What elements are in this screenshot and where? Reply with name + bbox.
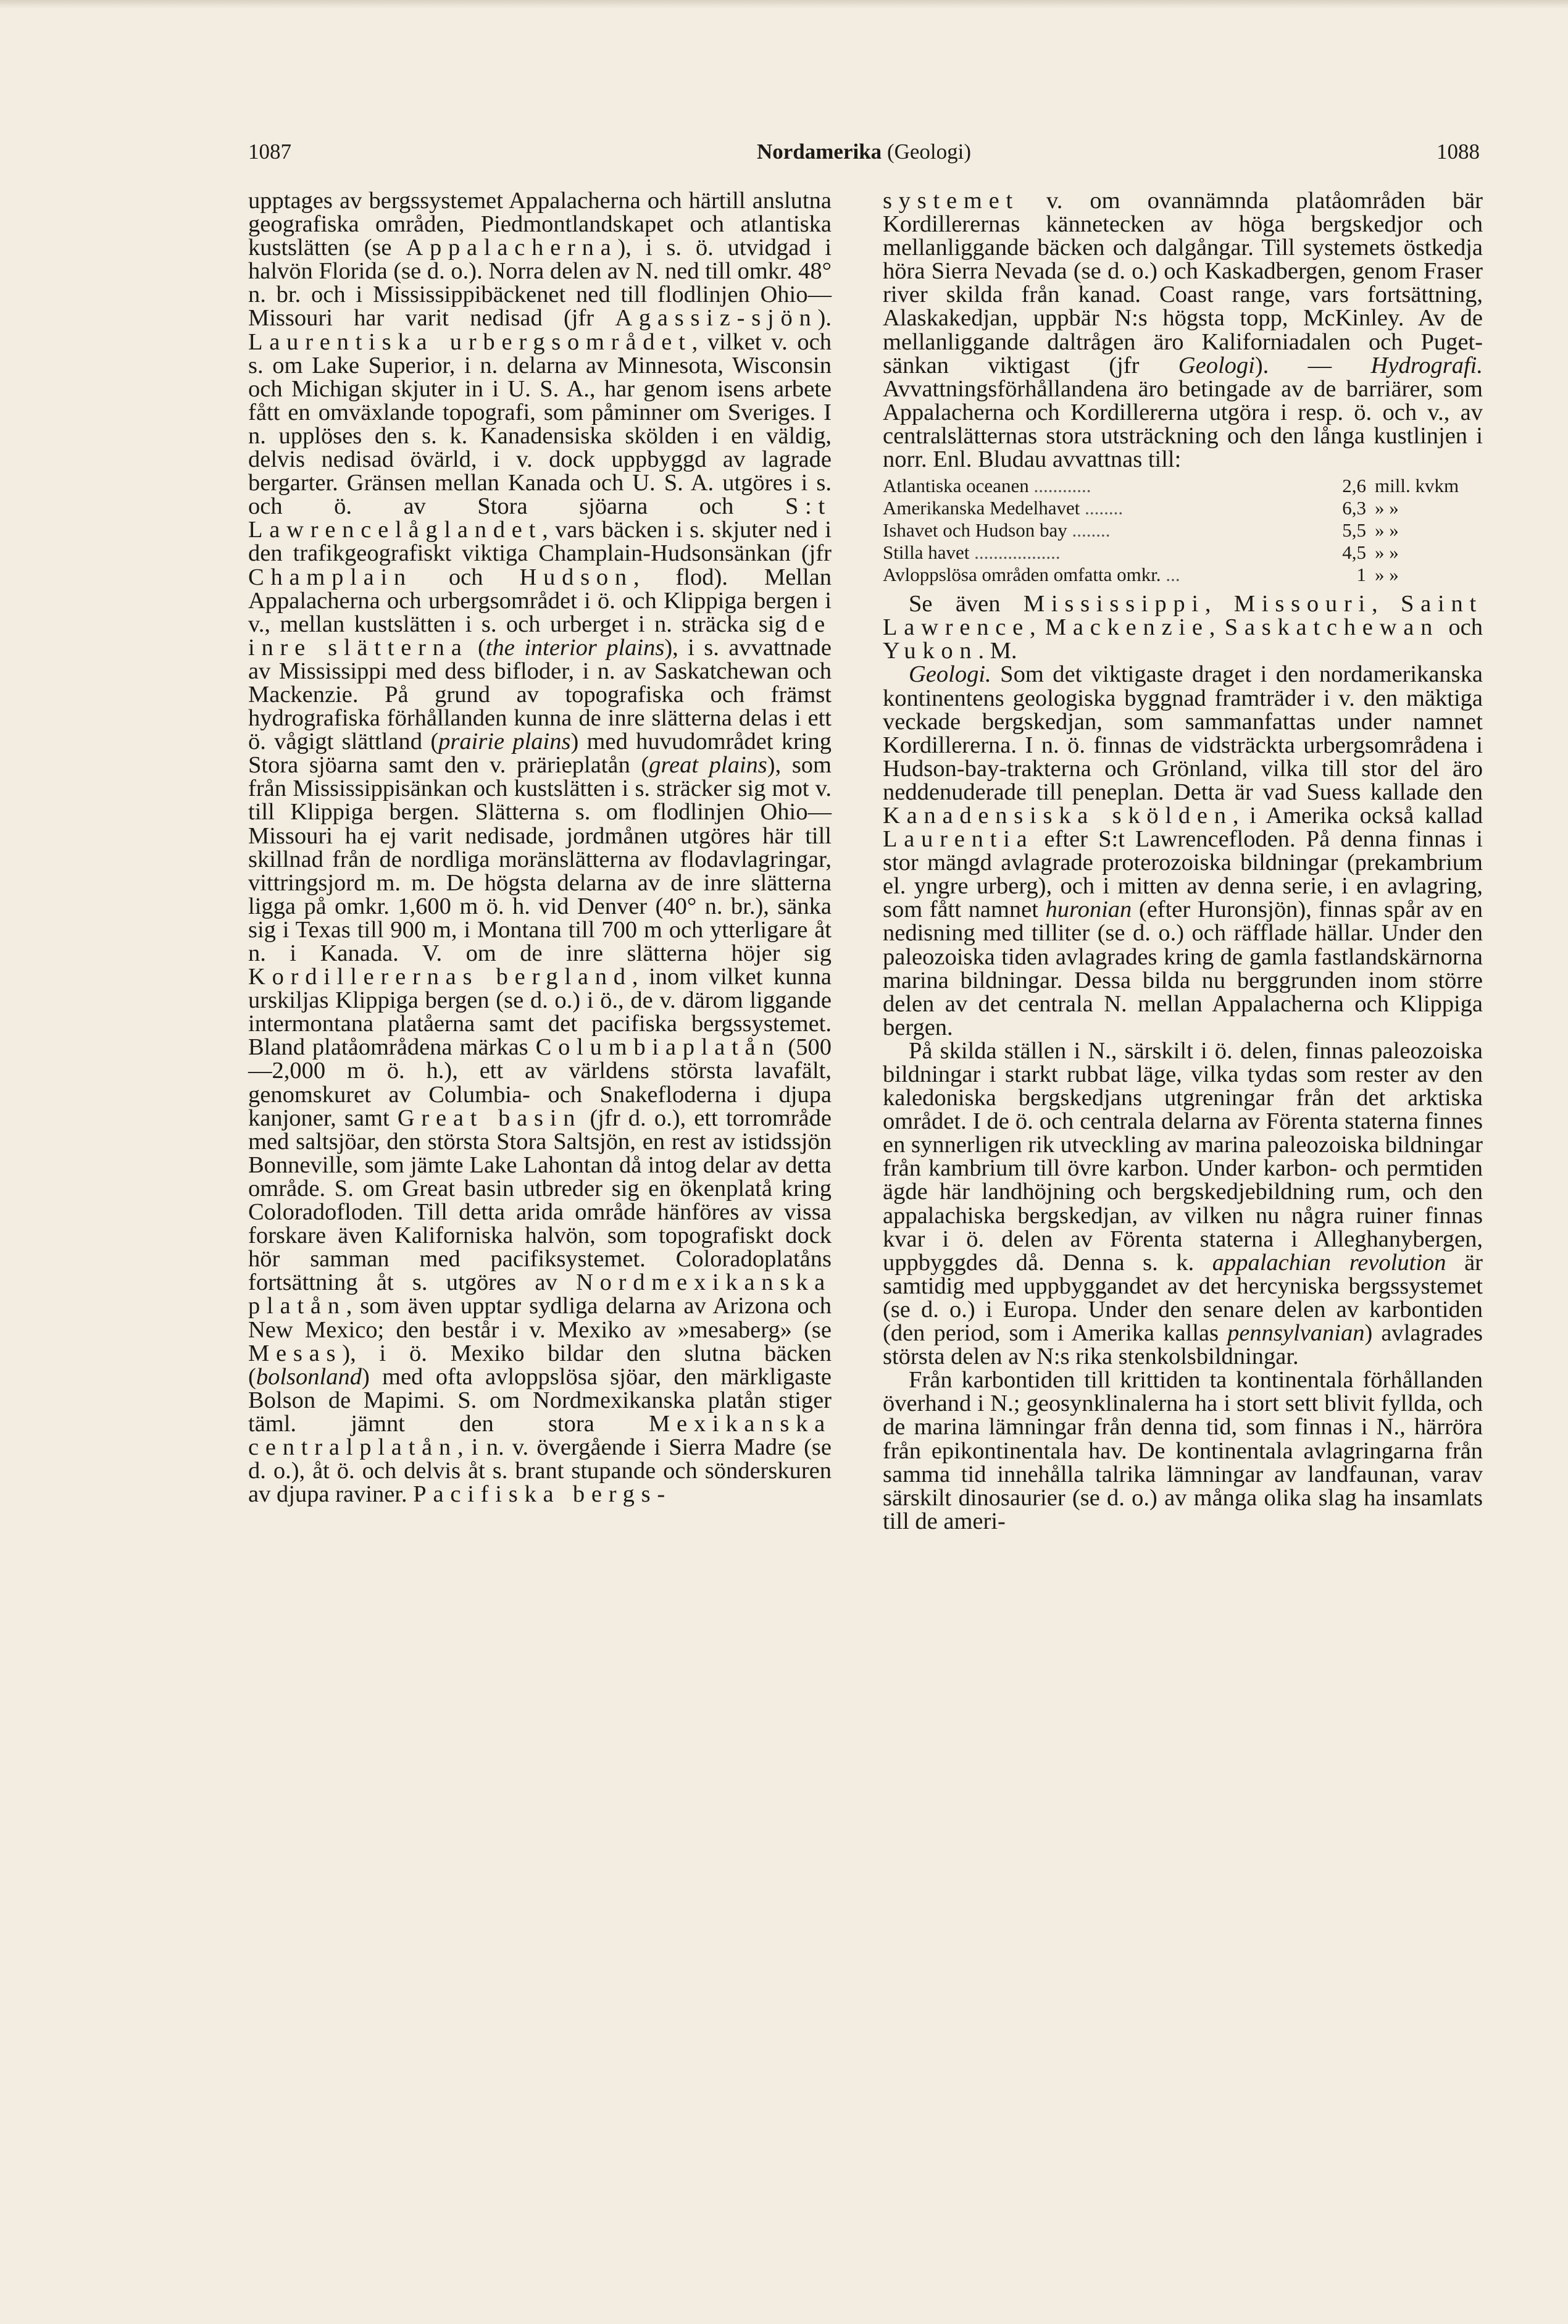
page-number-right: 1088 [1437,140,1480,164]
table-row [883,497,1483,519]
body-paragraph: upptages av bergssystemet Appalacherna och härtill anslutna geografiska områden, Piedmontlandskapet och atlantiska kustslätten (se Appalacherna), i s. ö. utvidgad i halvön Florida (se d. o.). Norra delen av N. ned till omkr. 48° n. br. och i Mississippibäckenet ned till flodlinjen Ohio—Missouri har varit nedisad (jfr Agassiz-sjön). Laurentiska urbergsområdet, vilket v. och s. om Lake Superior, i n. delarna av Minnesota, Wisconsin och Michigan skjuter in i U. S. A., har genom isens arbete fått en omväxlande topografi, som påminner om Sveriges. I n. upplöses den s. k. Kanadensiska skölden i en väldig, delvis nedisad övärld, i v. dock uppbyggd av lagrade bergarter. Gränsen mellan Kanada och U. S. A. utgöres i s. och ö. av Stora sjöarna och S:t Lawrencelåglandet, vars bäcken i s. skjuter ned i den trafikgeografiskt viktiga Champlain-Hudsonsänkan (jfr Champlain och Hudson, flod). Mellan Appalacherna och urbergsområdet i ö. och Klippiga bergen i v., mellan kustslätten i s. och urberget i n. sträcka sig de inre slätterna (the interior plains), i s. avvattnade av Mississippi med dess bifloder, i n. av Saskatchewan och Mackenzie. På grund av topografiska och främst hydrografiska förhållanden kunna de inre slätterna delas i ett ö. vågigt slättland (prairie plains) med huvudområdet kring Stora sjöarna samt den v. prärieplatån (great plains), som från Mississippisänkan och kustslätten i s. sträcker sig mot v. till Klippiga bergen. Slätterna s. om flodlinjen Ohio—Missouri ha ej varit nedisade, jordmånen utgöres här till skillnad från de nordliga moränslätterna av flodavlagringar, vittringsjord m. m. De högsta delarna av de inre slätterna ligga på omkr. 1,600 m ö. h. vid Denver (40° n. br.), sänka sig i Texas till 900 m, i Montana till 700 m och ytterligare åt n. i Kanada. V. om de inre slätterna höjer sig Kordillerernas bergland, inom vilket kunna urskiljas Klippiga bergen (se d. o.) i ö., de v. därom liggande intermontana platåerna samt det pacifiska bergssystemet. Bland platåområdena märkas Columbiaplatån (500—2,000 m ö. h.), ett av världens största lavafält, genomskuret av Columbia- och Snakefloderna i djupa kanjoner, samt Great basin (jfr d. o.), ett torrområde med saltsjöar, den största Stora Saltsjön, en rest av istidssjön Bonneville, som jämte Lake Lahontan då intog delar av detta område. S. om Great basin utbreder sig en ökenplatå kring Coloradofloden. Till detta arida område hänföres av vissa forskare även Kaliforniska halvön, som topografiskt dock hör samman med pacifiksystemet. Coloradoplatåns fortsättning åt s. utgöres av Nordmexikanska platån, som även upptar sydliga delarna av Arizona och New Mexico; den består i v. Mexiko av »mesaberg» (se Mesas), i ö. Mexiko bildar den slutna bäcken (bolsonland) med ofta avloppslösa sjöar, den märkligaste Bolson de Mapimi. S. om Nordmexikanska platån stiger täml. jämnt den stora Mexikanska centralplatån, i n. v. övergående i Sierra Madre (se d. o.), åt ö. och delvis åt s. brant stupande och sönderskuren av djupa raviner. Pacifiska bergs- [248,188,832,1508]
table-cell-name: Ishavet och Hudson bay ........ [883,519,1111,541]
table-row [883,519,1483,541]
leader-dots: ... [1161,564,1180,586]
table-cell-value: 6,3 [1342,497,1367,519]
header-title-bold: Nordamerika [756,140,882,164]
table-cell-unit: » » [1375,541,1399,564]
table-cell-value: 2,6 [1342,475,1367,497]
table-cell-name: Atlantiska oceanen ............ [883,475,1091,497]
table-row [883,541,1483,564]
body-paragraph: Geologi. Som det viktigaste draget i den nordamerikanska kontinentens geologiska byggnad framträder i v. den mäktiga veckade bergskedjan, som sammanfattas under namnet Kordillererna. I n. ö. finnas de vidsträckta urbergsområdena i Hudson-bay-trakterna och Grönland, vilka till stor del äro neddenuderade till peneplan. Detta är vad Suess kallade den Kanadensiska skölden, i Amerika också kallad Laurentia efter S:t Lawrencefloden. På denna finnas i stor mängd avlagrade proterozoiska bildningar (prekambrium el. yngre urberg), och i mitten av denna serie, i en avlagring, som fått namnet huronian (efter Huronsjön), finnas spår av en nedisning med tilliter (se d. o.) och räfflade hällar. Under den paleozoiska tiden avlagrades kring de gamla fastlandskärnorna marina bildningar. Dessa bilda nu berggrunden inom större delen av det centrala N. mellan Appalacherna och Klippiga bergen. [883,661,1483,1040]
body-paragraph: På skilda ställen i N., särskilt i ö. delen, finnas paleozoiska bildningar i starkt rubbat läge, vilka tydas som rester av den kaledoniska bergskedjans utgreningar från det arktiska området. I de ö. och centrala delarna av Förenta staterna finnes en synnerligen rik utveckling av marina paleozoiska bildningar från kambrium till övre karbon. Under karbon- och permtiden ägde här landhöjning och bergskedjebildning rum, och den appalachiska bergskedjan, av vilken nu några ruiner finnas kvar i ö. delen av Förenta staterna i Alleghanybergen, uppbyggdes då. Denna s. k. appalachian revolution är samtidig med uppbyggandet av det hercyniska bergssystemet (se d. o.) i Europa. Under den senare delen av karbontiden (den period, som i Amerika kallas pennsylvanian) avlagrades största delen av N:s rika stenkolsbildningar. [883,1037,1483,1370]
paragraph-hydrografi: systemet v. om ovannämnda platåområden bär Kordillerernas kännetecken av höga bergskedjor och mellanliggande bäcken och dalgångar. Till systemets östkedja höra Sierra Nevada (se d. o.) och Kaskadbergen, genom Fraser river skilda från kanad. Coast range, vars fortsättning, Alaskakedjan, uppbär N:s högsta topp, McKinley. Av de mellanliggande daltrågen äro Kaliforniadalen och Puget-sänkan viktigast (jfr Geologi). — Hydrografi. Avvattningsförhållandena äro betingade av de barriärer, som Appalacherna och Kordillererna utgöra i resp. ö. och v., av centralslätternas stora utsträckning och den långa kustlinjen i norr. Enl. Bludau avvattnas till: [883,188,1483,473]
leader-dots: .................. [969,541,1061,564]
header-title-rest: (Geologi) [886,140,972,164]
right-column-paragraphs [883,592,1483,1533]
text-column-left [248,189,832,1506]
drainage-table [883,475,1483,586]
leader-dots: ............ [1028,475,1091,497]
text-column-right [883,189,1483,1533]
table-row [883,475,1483,497]
table-cell-unit: mill. kvkm [1375,475,1459,497]
running-header [248,140,1480,170]
table-row [883,564,1483,586]
page-top-edge [0,0,1568,9]
leader-dots: ........ [1080,497,1124,519]
body-paragraph: Från karbontiden till krittiden ta kontinentala förhållanden överhand i N.; geosynklinalerna ha i stort sett blivit fyllda, och de marina lämningar från denna tid, som finnas i N., härröra från epikontinentala hav. De kontinentala avlagringarna från samma tid innehålla talrika lämningar av landfaunan, varav särskilt dinosaurier (se d. o.) av många olika slag ha insamlats till de ameri- [883,1367,1483,1534]
table-cell-value: 5,5 [1342,519,1367,541]
table-cell-unit: » » [1375,519,1399,541]
table-cell-unit: » » [1375,564,1399,586]
table-cell-name: Avloppslösa områden omfatta omkr. ... [883,564,1180,586]
body-paragraph: Se även Mississippi, Missouri, Saint Lawrence, Mackenzie, Saskatchewan och Yukon. M. [883,591,1483,664]
table-cell-name: Amerikanska Medelhavet ........ [883,497,1124,519]
header-title [248,140,1480,164]
leader-dots: ........ [1067,519,1111,541]
table-cell-unit: » » [1375,497,1399,519]
table-cell-value: 4,5 [1342,541,1367,564]
table-cell-name: Stilla havet .................. [883,541,1061,564]
page-number-left: 1087 [248,140,291,164]
table-cell-value: 1 [1356,564,1367,586]
